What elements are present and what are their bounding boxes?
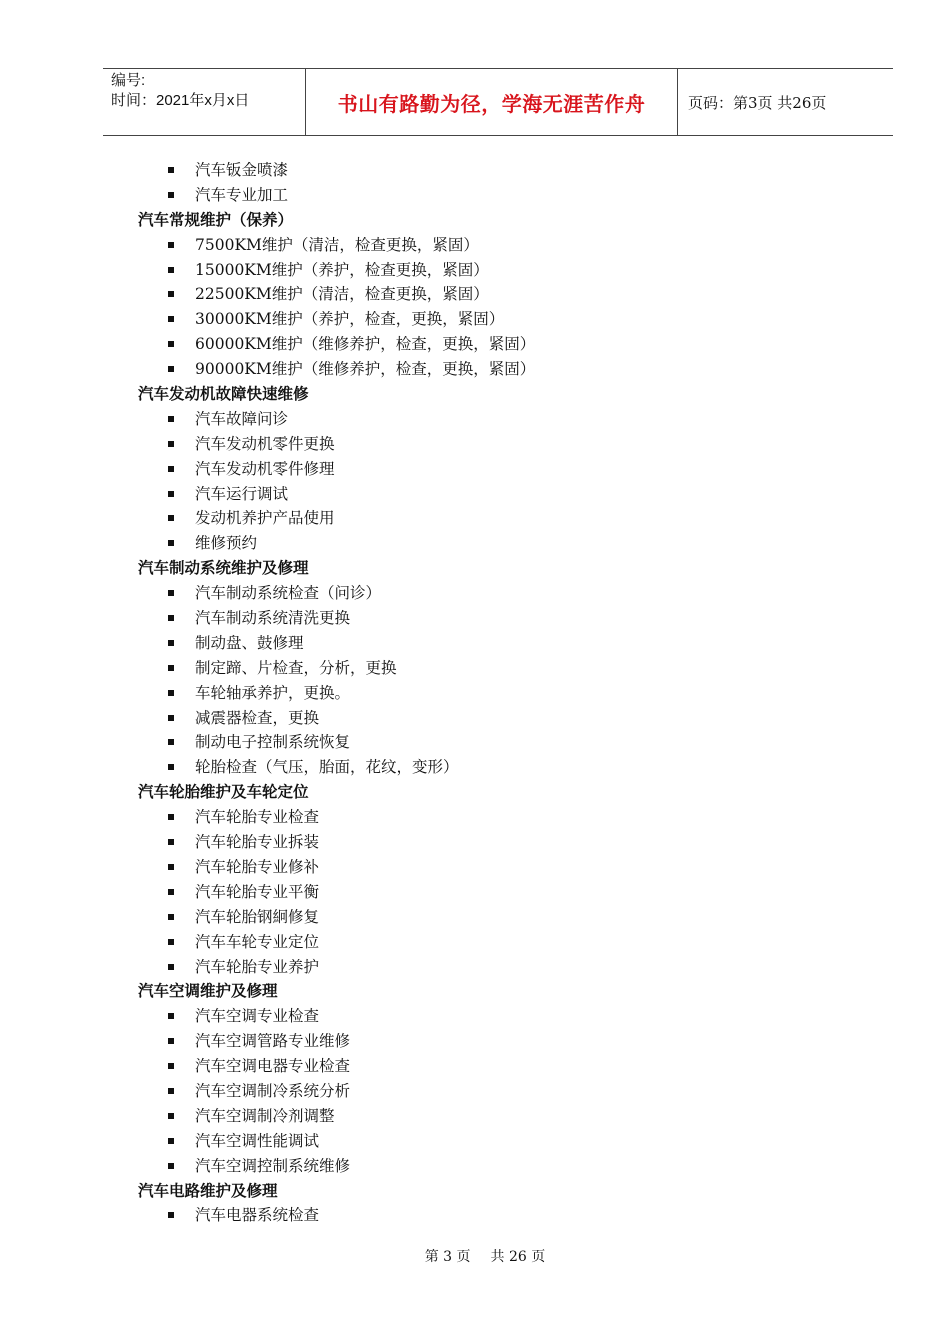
list-item: [138, 631, 838, 656]
header-page-info-cell: [678, 69, 893, 135]
list-item: [138, 880, 838, 905]
list-item-text: 维修预约: [195, 534, 258, 553]
square-bullet-icon: [168, 416, 174, 422]
list-item-text: 轮胎检查（气压，胎面，花纹，变形）: [195, 758, 459, 777]
square-bullet-icon: [168, 864, 174, 870]
list-item: [138, 482, 838, 507]
header-page-info: 页码：第3页 共26页: [688, 93, 827, 112]
square-bullet-icon: [168, 291, 174, 297]
square-bullet-icon: [168, 1013, 174, 1019]
list-item: [138, 282, 838, 307]
square-bullet-icon: [168, 889, 174, 895]
list-item: [138, 407, 838, 432]
list-item-text: 汽车空调控制系统维修: [195, 1156, 351, 1175]
list-item-text: 22500KM维护（清洁，检查更换，紧固）: [195, 285, 489, 304]
doc-time-label: 时间：2021年x月x日: [111, 92, 250, 109]
list-item: [138, 432, 838, 457]
list-item: [138, 706, 838, 731]
square-bullet-icon: [168, 1038, 174, 1044]
square-bullet-icon: [168, 690, 174, 696]
list-item: [138, 855, 838, 880]
square-bullet-icon: [168, 1063, 174, 1069]
list-item: [138, 158, 838, 183]
list-item: [138, 681, 838, 706]
footer-page-number: 第 3 页: [424, 1249, 471, 1265]
square-bullet-icon: [168, 466, 174, 472]
square-bullet-icon: [168, 1113, 174, 1119]
page-header: [103, 68, 893, 136]
list-item: [138, 183, 838, 208]
square-bullet-icon: [168, 1163, 174, 1169]
doc-number-label: 编号:: [111, 72, 146, 89]
section-title: 汽车发动机故障快速维修: [138, 385, 309, 404]
list-item: [138, 930, 838, 955]
header-motto-cell: [305, 69, 678, 135]
list-item-text: 汽车电器系统检查: [195, 1206, 320, 1225]
square-bullet-icon: [168, 814, 174, 820]
section-title: 汽车空调维护及修理: [138, 982, 278, 1001]
list-item-text: 减震器检查，更换: [195, 708, 320, 727]
list-item-text: 制动盘、鼓修理: [195, 633, 304, 652]
list-item: [138, 531, 838, 556]
list-item-text: 汽车空调制冷系统分析: [195, 1081, 351, 1100]
list-item-text: 车轮轴承养护，更换。: [195, 683, 351, 702]
list-item-text: 汽车故障问诊: [195, 409, 289, 428]
square-bullet-icon: [168, 341, 174, 347]
list-item-text: 汽车轮胎专业平衡: [195, 882, 320, 901]
list-item-text: 汽车轮胎专业检查: [195, 808, 320, 827]
square-bullet-icon: [168, 366, 174, 372]
list-item: [138, 830, 838, 855]
list-item: [138, 606, 838, 631]
list-item: [138, 1129, 838, 1154]
square-bullet-icon: [168, 715, 174, 721]
list-item: [138, 1104, 838, 1129]
square-bullet-icon: [168, 540, 174, 546]
section-title: 汽车常规维护（保养）: [138, 210, 294, 229]
list-item: [138, 1203, 838, 1228]
list-item-text: 汽车钣金喷漆: [195, 161, 289, 179]
list-item-text: 90000KM维护（维修养护，检查，更换，紧固）: [195, 360, 536, 379]
list-item-text: 60000KM维护（维修养护，检查，更换，紧固）: [195, 335, 536, 354]
square-bullet-icon: [168, 491, 174, 497]
square-bullet-icon: [168, 914, 174, 920]
list-item: [138, 1079, 838, 1104]
section-title: 汽车制动系统维护及修理: [138, 559, 309, 578]
list-item-text: 汽车轮胎专业养护: [195, 957, 320, 976]
square-bullet-icon: [168, 192, 174, 198]
list-item: [138, 332, 838, 357]
header-motto: 书山有路勤为径，学海无涯苦作舟: [337, 91, 646, 116]
list-item: [138, 656, 838, 681]
list-item-text: 制动电子控制系统恢复: [195, 733, 351, 752]
list-item-text: 汽车轮胎专业修补: [195, 857, 320, 876]
square-bullet-icon: [168, 739, 174, 745]
square-bullet-icon: [168, 964, 174, 970]
list-item-text: 汽车空调专业检查: [195, 1007, 320, 1026]
square-bullet-icon: [168, 640, 174, 646]
square-bullet-icon: [168, 167, 174, 173]
section-title: 汽车轮胎维护及车轮定位: [138, 783, 309, 802]
list-item-text: 汽车空调电器专业检查: [195, 1057, 351, 1076]
list-item: [138, 233, 838, 258]
list-item: [138, 755, 838, 780]
list-item: [138, 1154, 838, 1179]
list-item: [138, 357, 838, 382]
list-item: [138, 805, 838, 830]
list-item-text: 30000KM维护（养护，检查，更换，紧固）: [195, 310, 505, 329]
square-bullet-icon: [168, 590, 174, 596]
list-item: [138, 1004, 838, 1029]
square-bullet-icon: [168, 939, 174, 945]
list-item-text: 汽车发动机零件更换: [195, 434, 335, 453]
list-item: [138, 258, 838, 283]
list-item-text: 发动机养护产品使用: [195, 509, 335, 528]
list-item-text: 汽车运行调试: [195, 484, 289, 503]
list-item: [138, 730, 838, 755]
list-item: [138, 905, 838, 930]
list-item-text: 汽车车轮专业定位: [195, 932, 320, 951]
list-item-text: 汽车空调管路专业维修: [195, 1032, 351, 1051]
list-item-text: 汽车空调性能调试: [195, 1131, 320, 1150]
square-bullet-icon: [168, 1138, 174, 1144]
list-item-text: 7500KM维护（清洁，检查更换，紧固）: [195, 235, 479, 254]
square-bullet-icon: [168, 441, 174, 447]
square-bullet-icon: [168, 515, 174, 521]
list-item: [138, 1054, 838, 1079]
list-item: [138, 955, 838, 980]
square-bullet-icon: [168, 316, 174, 322]
header-meta: [103, 69, 305, 135]
list-item-text: 汽车制动系统清洗更换: [195, 609, 351, 628]
list-item-text: 汽车制动系统检查（问诊）: [195, 584, 382, 603]
square-bullet-icon: [168, 1088, 174, 1094]
square-bullet-icon: [168, 1212, 174, 1218]
list-item-text: 制定蹄、片检查，分析，更换: [195, 658, 397, 677]
square-bullet-icon: [168, 665, 174, 671]
list-item: [138, 506, 838, 531]
square-bullet-icon: [168, 764, 174, 770]
square-bullet-icon: [168, 839, 174, 845]
list-item-text: 汽车空调制冷剂调整: [195, 1106, 335, 1125]
footer-page-total: 共 26 页: [490, 1249, 546, 1265]
square-bullet-icon: [168, 267, 174, 273]
list-item: [138, 457, 838, 482]
list-item: [138, 1029, 838, 1054]
document-body: [138, 158, 838, 1228]
list-item: [138, 581, 838, 606]
list-item-text: 汽车轮胎钢絅修复: [195, 907, 320, 926]
list-item: [138, 307, 838, 332]
list-item-text: 15000KM维护（养护，检查更换，紧固）: [195, 260, 489, 279]
list-item-text: 汽车专业加工: [195, 185, 289, 204]
square-bullet-icon: [168, 242, 174, 248]
section-title: 汽车电路维护及修理: [138, 1181, 278, 1200]
page-footer: [0, 1246, 950, 1266]
square-bullet-icon: [168, 615, 174, 621]
list-item-text: 汽车轮胎专业拆装: [195, 833, 320, 852]
list-item-text: 汽车发动机零件修理: [195, 459, 335, 478]
